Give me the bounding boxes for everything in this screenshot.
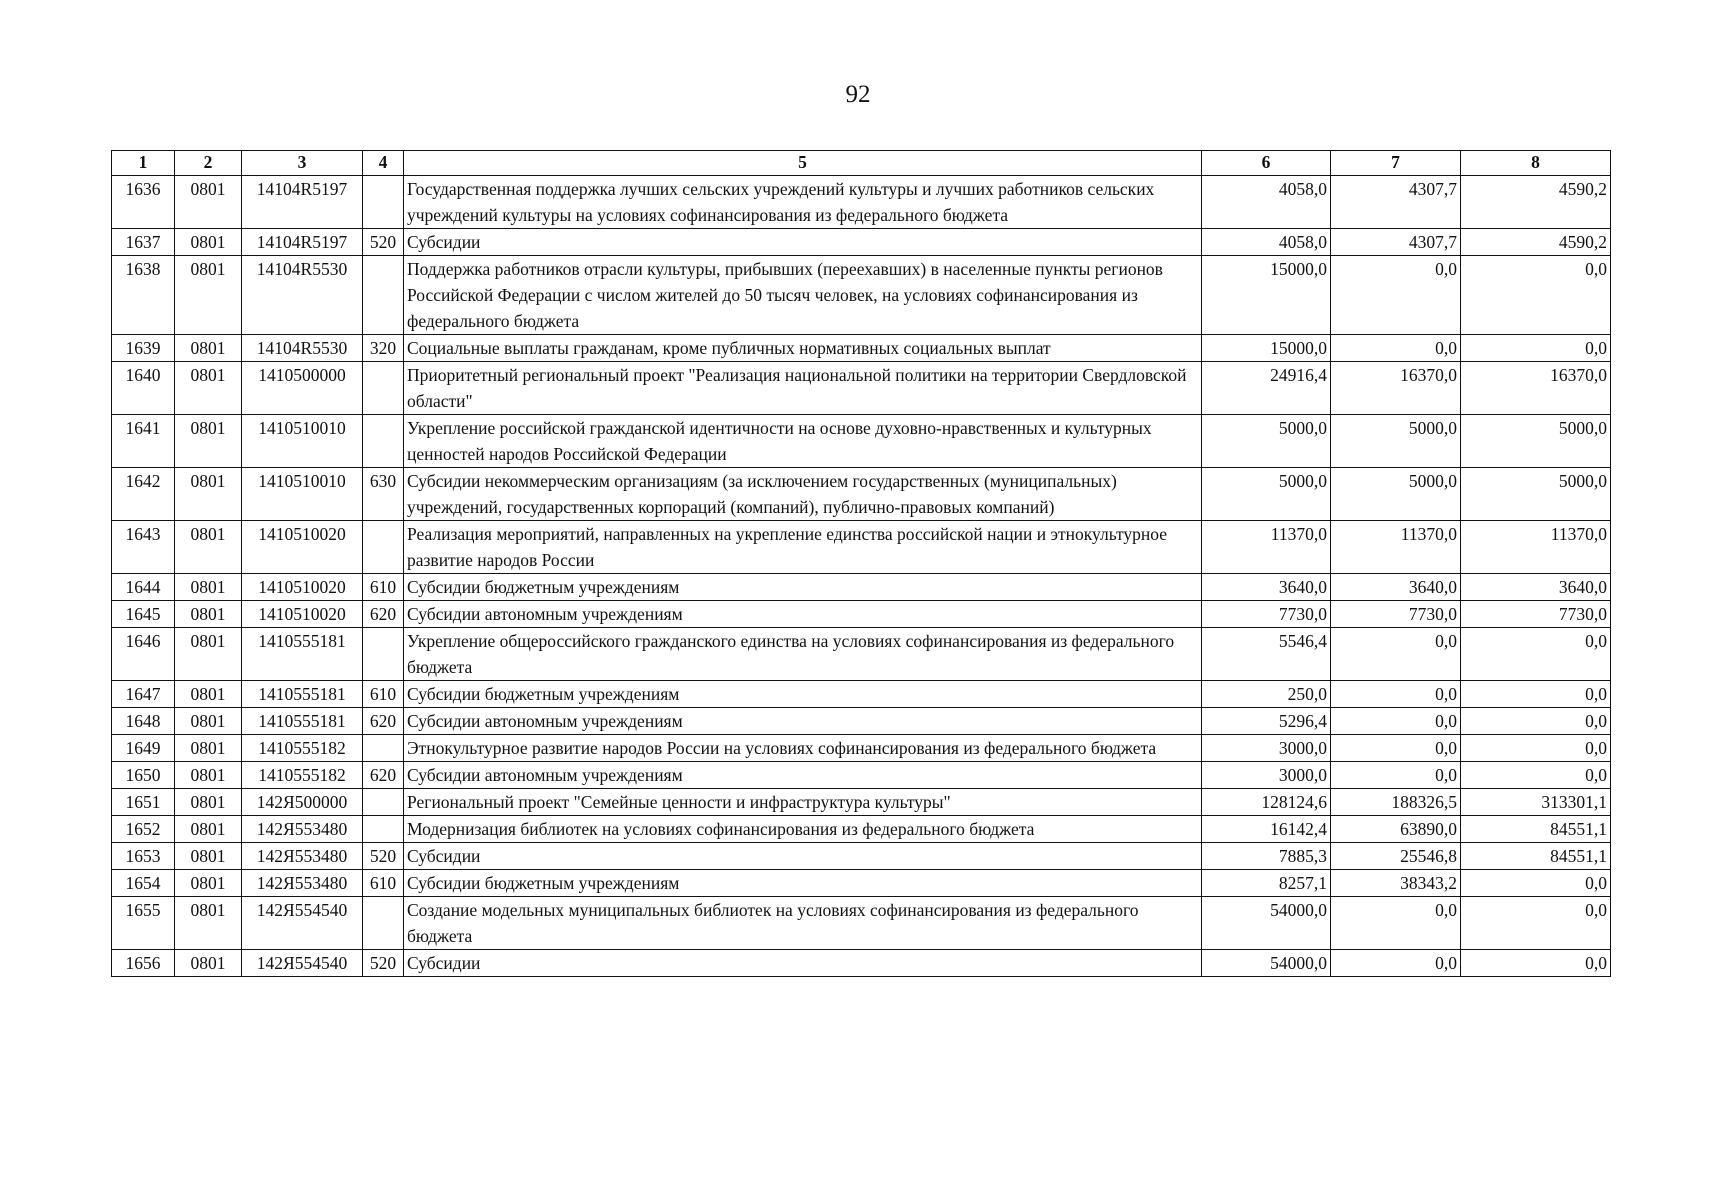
row-number-cell: 1655: [112, 897, 175, 950]
value-cell: 0,0: [1461, 708, 1611, 735]
value-cell: 15000,0: [1202, 256, 1331, 335]
name-cell: Реализация мероприятий, направленных на укрепление единства российской нации и этнокультурное развитие народов России: [404, 521, 1202, 574]
table-row: [112, 229, 1611, 256]
section-code-cell: 0801: [175, 256, 242, 335]
table-row: [112, 897, 1611, 950]
row-number-cell: 1652: [112, 816, 175, 843]
value-cell: 0,0: [1331, 897, 1461, 950]
expense-type-cell: [363, 362, 404, 415]
value-cell: 25546,8: [1331, 843, 1461, 870]
section-code-cell: 0801: [175, 335, 242, 362]
value-cell: 4590,2: [1461, 176, 1611, 229]
row-number-cell: 1646: [112, 628, 175, 681]
column-header: 8: [1461, 151, 1611, 176]
section-code-cell: 0801: [175, 362, 242, 415]
value-cell: 0,0: [1461, 950, 1611, 977]
section-code-cell: 0801: [175, 789, 242, 816]
expense-type-cell: 520: [363, 843, 404, 870]
row-number-cell: 1643: [112, 521, 175, 574]
value-cell: 313301,1: [1461, 789, 1611, 816]
table-row: [112, 950, 1611, 977]
target-article-cell: 14104R5530: [242, 335, 363, 362]
name-cell: Субсидии автономным учреждениям: [404, 601, 1202, 628]
table-row: [112, 870, 1611, 897]
value-cell: 0,0: [1461, 628, 1611, 681]
value-cell: 84551,1: [1461, 843, 1611, 870]
name-cell: Субсидии бюджетным учреждениям: [404, 681, 1202, 708]
row-number-cell: 1644: [112, 574, 175, 601]
row-number-cell: 1656: [112, 950, 175, 977]
value-cell: 0,0: [1331, 708, 1461, 735]
section-code-cell: 0801: [175, 816, 242, 843]
column-header: 4: [363, 151, 404, 176]
section-code-cell: 0801: [175, 681, 242, 708]
value-cell: 63890,0: [1331, 816, 1461, 843]
value-cell: 0,0: [1331, 950, 1461, 977]
value-cell: 0,0: [1461, 735, 1611, 762]
row-number-cell: 1649: [112, 735, 175, 762]
name-cell: Субсидии бюджетным учреждениям: [404, 870, 1202, 897]
table-row: [112, 335, 1611, 362]
row-number-cell: 1654: [112, 870, 175, 897]
table-row: [112, 601, 1611, 628]
value-cell: 11370,0: [1202, 521, 1331, 574]
name-cell: Субсидии некоммерческим организациям (за исключением государственных (муниципальных) учреждений, государственных корпораций (компаний), публично-правовых компаний): [404, 468, 1202, 521]
row-number-cell: 1640: [112, 362, 175, 415]
name-cell: Субсидии: [404, 843, 1202, 870]
row-number-cell: 1642: [112, 468, 175, 521]
value-cell: 54000,0: [1202, 950, 1331, 977]
value-cell: 5000,0: [1331, 415, 1461, 468]
section-code-cell: 0801: [175, 843, 242, 870]
value-cell: 24916,4: [1202, 362, 1331, 415]
row-number-cell: 1637: [112, 229, 175, 256]
value-cell: 0,0: [1461, 870, 1611, 897]
value-cell: 4307,7: [1331, 229, 1461, 256]
table-row: [112, 415, 1611, 468]
table-header-row: [112, 151, 1611, 176]
table-row: [112, 176, 1611, 229]
value-cell: 188326,5: [1331, 789, 1461, 816]
table-row: [112, 762, 1611, 789]
value-cell: 0,0: [1331, 681, 1461, 708]
expense-type-cell: 520: [363, 229, 404, 256]
expense-type-cell: [363, 521, 404, 574]
target-article-cell: 1410510020: [242, 521, 363, 574]
target-article-cell: 1410555181: [242, 628, 363, 681]
name-cell: Субсидии автономным учреждениям: [404, 762, 1202, 789]
value-cell: 5000,0: [1461, 415, 1611, 468]
table-row: [112, 735, 1611, 762]
value-cell: 0,0: [1461, 256, 1611, 335]
value-cell: 7730,0: [1461, 601, 1611, 628]
value-cell: 4590,2: [1461, 229, 1611, 256]
column-header: 7: [1331, 151, 1461, 176]
name-cell: Укрепление российской гражданской идентичности на основе духовно-нравственных и культурных ценностей народов Российской Федерации: [404, 415, 1202, 468]
value-cell: 16370,0: [1331, 362, 1461, 415]
section-code-cell: 0801: [175, 897, 242, 950]
target-article-cell: 14104R5530: [242, 256, 363, 335]
expense-type-cell: 520: [363, 950, 404, 977]
expense-type-cell: 630: [363, 468, 404, 521]
expense-type-cell: [363, 789, 404, 816]
name-cell: Социальные выплаты гражданам, кроме публичных нормативных социальных выплат: [404, 335, 1202, 362]
name-cell: Укрепление общероссийского гражданского единства на условиях софинансирования из федерального бюджета: [404, 628, 1202, 681]
expense-type-cell: 610: [363, 870, 404, 897]
name-cell: Поддержка работников отрасли культуры, прибывших (переехавших) в населенные пункты регионов Российской Федерации с числом жителей до 50 тысяч человек, на условиях софинансирования из федерального бюджета: [404, 256, 1202, 335]
target-article-cell: 142Я553480: [242, 816, 363, 843]
target-article-cell: 1410500000: [242, 362, 363, 415]
value-cell: 3000,0: [1202, 735, 1331, 762]
value-cell: 0,0: [1461, 335, 1611, 362]
name-cell: Приоритетный региональный проект "Реализация национальной политики на территории Свердловской области": [404, 362, 1202, 415]
column-header: 1: [112, 151, 175, 176]
value-cell: 5000,0: [1331, 468, 1461, 521]
row-number-cell: 1650: [112, 762, 175, 789]
target-article-cell: 142Я554540: [242, 897, 363, 950]
name-cell: Субсидии: [404, 950, 1202, 977]
value-cell: 4058,0: [1202, 229, 1331, 256]
value-cell: 250,0: [1202, 681, 1331, 708]
value-cell: 0,0: [1331, 628, 1461, 681]
section-code-cell: 0801: [175, 415, 242, 468]
value-cell: 0,0: [1461, 762, 1611, 789]
value-cell: 4058,0: [1202, 176, 1331, 229]
section-code-cell: 0801: [175, 870, 242, 897]
row-number-cell: 1639: [112, 335, 175, 362]
table-row: [112, 362, 1611, 415]
table-row: [112, 816, 1611, 843]
value-cell: 0,0: [1461, 681, 1611, 708]
name-cell: Государственная поддержка лучших сельских учреждений культуры и лучших работников сельских учреждений культуры на условиях софинансирования из федерального бюджета: [404, 176, 1202, 229]
expense-type-cell: 610: [363, 574, 404, 601]
target-article-cell: 1410510020: [242, 601, 363, 628]
expense-type-cell: [363, 176, 404, 229]
value-cell: 5000,0: [1202, 415, 1331, 468]
section-code-cell: 0801: [175, 708, 242, 735]
target-article-cell: 1410510010: [242, 415, 363, 468]
target-article-cell: 142Я500000: [242, 789, 363, 816]
target-article-cell: 142Я553480: [242, 843, 363, 870]
table-row: [112, 789, 1611, 816]
expense-type-cell: 620: [363, 762, 404, 789]
target-article-cell: 1410555182: [242, 735, 363, 762]
value-cell: 0,0: [1461, 897, 1611, 950]
table-row: [112, 468, 1611, 521]
value-cell: 0,0: [1331, 335, 1461, 362]
value-cell: 3640,0: [1461, 574, 1611, 601]
value-cell: 0,0: [1331, 762, 1461, 789]
value-cell: 0,0: [1331, 256, 1461, 335]
target-article-cell: 1410555181: [242, 708, 363, 735]
name-cell: Субсидии автономным учреждениям: [404, 708, 1202, 735]
row-number-cell: 1648: [112, 708, 175, 735]
name-cell: Модернизация библиотек на условиях софинансирования из федерального бюджета: [404, 816, 1202, 843]
table-row: [112, 681, 1611, 708]
expense-type-cell: 620: [363, 601, 404, 628]
value-cell: 3000,0: [1202, 762, 1331, 789]
expense-type-cell: 320: [363, 335, 404, 362]
name-cell: Региональный проект "Семейные ценности и инфраструктура культуры": [404, 789, 1202, 816]
value-cell: 7730,0: [1331, 601, 1461, 628]
column-header: 3: [242, 151, 363, 176]
target-article-cell: 1410510010: [242, 468, 363, 521]
section-code-cell: 0801: [175, 229, 242, 256]
value-cell: 16142,4: [1202, 816, 1331, 843]
table-body: [112, 176, 1611, 977]
page-number: 92: [845, 81, 871, 108]
target-article-cell: 14104R5197: [242, 229, 363, 256]
section-code-cell: 0801: [175, 574, 242, 601]
value-cell: 5000,0: [1461, 468, 1611, 521]
value-cell: 3640,0: [1202, 574, 1331, 601]
budget-table: [111, 150, 1611, 977]
value-cell: 3640,0: [1331, 574, 1461, 601]
row-number-cell: 1647: [112, 681, 175, 708]
value-cell: 11370,0: [1461, 521, 1611, 574]
row-number-cell: 1645: [112, 601, 175, 628]
section-code-cell: 0801: [175, 176, 242, 229]
expense-type-cell: [363, 735, 404, 762]
expense-type-cell: [363, 897, 404, 950]
target-article-cell: 142Я553480: [242, 870, 363, 897]
target-article-cell: 14104R5197: [242, 176, 363, 229]
section-code-cell: 0801: [175, 468, 242, 521]
table-row: [112, 628, 1611, 681]
expense-type-cell: 620: [363, 708, 404, 735]
expense-type-cell: [363, 415, 404, 468]
table-row: [112, 843, 1611, 870]
expense-type-cell: [363, 628, 404, 681]
target-article-cell: 142Я554540: [242, 950, 363, 977]
value-cell: 16370,0: [1461, 362, 1611, 415]
target-article-cell: 1410510020: [242, 574, 363, 601]
value-cell: 11370,0: [1331, 521, 1461, 574]
value-cell: 7730,0: [1202, 601, 1331, 628]
section-code-cell: 0801: [175, 762, 242, 789]
column-header: 2: [175, 151, 242, 176]
value-cell: 5546,4: [1202, 628, 1331, 681]
row-number-cell: 1651: [112, 789, 175, 816]
value-cell: 5296,4: [1202, 708, 1331, 735]
value-cell: 54000,0: [1202, 897, 1331, 950]
table-row: [112, 708, 1611, 735]
value-cell: 0,0: [1331, 735, 1461, 762]
expense-type-cell: 610: [363, 681, 404, 708]
name-cell: Этнокультурное развитие народов России на условиях софинансирования из федерального бюджета: [404, 735, 1202, 762]
value-cell: 15000,0: [1202, 335, 1331, 362]
column-header: 5: [404, 151, 1202, 176]
section-code-cell: 0801: [175, 521, 242, 574]
value-cell: 128124,6: [1202, 789, 1331, 816]
value-cell: 38343,2: [1331, 870, 1461, 897]
table-row: [112, 574, 1611, 601]
expense-type-cell: [363, 816, 404, 843]
section-code-cell: 0801: [175, 628, 242, 681]
row-number-cell: 1641: [112, 415, 175, 468]
section-code-cell: 0801: [175, 601, 242, 628]
table-row: [112, 256, 1611, 335]
column-header: 6: [1202, 151, 1331, 176]
table-row: [112, 521, 1611, 574]
row-number-cell: 1638: [112, 256, 175, 335]
name-cell: Создание модельных муниципальных библиотек на условиях софинансирования из федерального бюджета: [404, 897, 1202, 950]
row-number-cell: 1653: [112, 843, 175, 870]
value-cell: 84551,1: [1461, 816, 1611, 843]
row-number-cell: 1636: [112, 176, 175, 229]
section-code-cell: 0801: [175, 950, 242, 977]
value-cell: 7885,3: [1202, 843, 1331, 870]
target-article-cell: 1410555181: [242, 681, 363, 708]
section-code-cell: 0801: [175, 735, 242, 762]
value-cell: 5000,0: [1202, 468, 1331, 521]
target-article-cell: 1410555182: [242, 762, 363, 789]
name-cell: Субсидии бюджетным учреждениям: [404, 574, 1202, 601]
name-cell: Субсидии: [404, 229, 1202, 256]
value-cell: 8257,1: [1202, 870, 1331, 897]
expense-type-cell: [363, 256, 404, 335]
value-cell: 4307,7: [1331, 176, 1461, 229]
